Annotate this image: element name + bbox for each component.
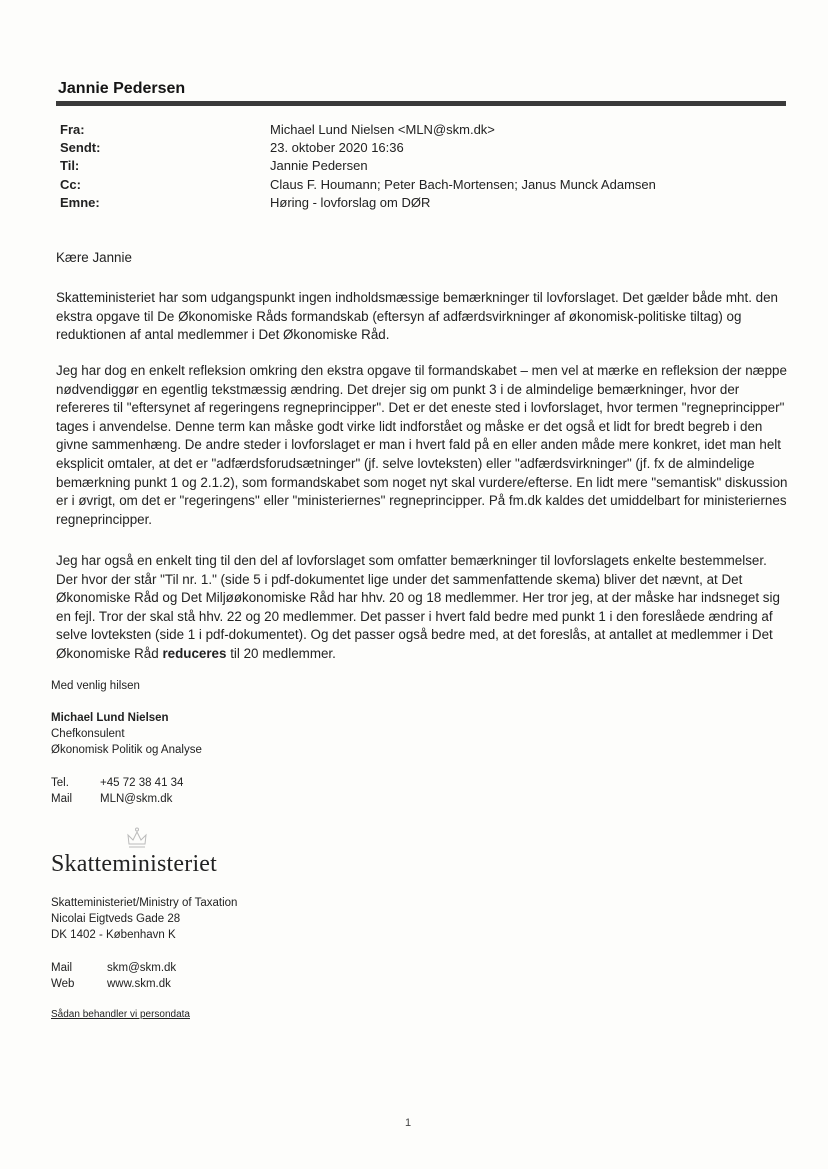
mail-value[interactable]: MLN@skm.dk — [100, 793, 173, 805]
sent-value: 23. oktober 2020 16:36 — [270, 140, 404, 155]
privacy-link[interactable]: Sådan behandler vi persondata — [51, 1009, 190, 1020]
to-label: Til: — [60, 158, 80, 173]
org-mail-value[interactable]: skm@skm.dk — [107, 962, 177, 974]
to-value: Jannie Pedersen — [270, 158, 368, 173]
paragraph-2: Jeg har dog en enkelt refleksion omkring den ekstra opgave til formandskabet – men vel at mærke en refleksion der næppe nødvendiggør en egentlig tekstmæssig ændring. Det drejer sig om punkt 3 i de almindelige bemærkninger, hvor der refereres til "eftersynet af regeringens regneprincipper". Det er det eneste sted i lovforslaget, hvor termen "regneprincipper" tages i anvendelse. Denne term kan måske godt virke lidt indforstået og måske er det også et lidt for bredt begreb i den givne sammenhæng. De andre steder i lovforslaget er man i hvert fald på en eller anden måde mere konkret, idet man helt eksplicit omtaler, at det er "adfærdsforudsætninger" (jf. selve lovteksten) eller "adfærdsvirkninger" (jf. fx de almindelige bemærkning punkt 1 og 2.1.2), som formandskabet som noget nyt skal vurdere/efterse. En lidt mere "semantisk" diskussion er i øvrigt, om det er "regeringens" eller "ministeriernes" regneprincipper. På fm.dk kaldes det umiddelbart for ministeriernes regneprincipper. — [56, 363, 788, 527]
web-row — [51, 976, 176, 992]
sender-name: Jannie Pedersen — [58, 80, 186, 97]
tel-label: Tel. — [51, 777, 69, 789]
tel-value[interactable]: +45 72 38 41 34 — [100, 777, 184, 789]
page-number: 1 — [405, 1117, 412, 1129]
org-name: Skatteministeriet/Ministry of Taxation — [51, 897, 238, 909]
from-value[interactable]: Michael Lund Nielsen <MLN@skm.dk> — [270, 122, 495, 137]
header-rule — [56, 101, 786, 106]
signature-title: Chefkonsulent — [51, 728, 125, 740]
address-block — [51, 895, 237, 943]
signature-department: Økonomisk Politik og Analyse — [51, 744, 202, 756]
mail-label: Mail — [51, 793, 73, 805]
sent-label: Sendt: — [60, 140, 101, 155]
cc-value: Claus F. Houmann; Peter Bach-Mortensen; Janus Munck Adamsen — [270, 177, 656, 192]
paragraph-3-end: til 20 medlemmer. — [226, 645, 336, 661]
paragraph-1: Skatteministeriet har som udgangspunkt ingen indholdsmæssige bemærkninger til lovforslaget. Det gælder både mht. den ekstra opgave til De Økonomiske Råds formandskab (eftersyn af adfærdsvirkninger af økonomisk-politiske tiltag) og reduktionen af antal medlemmer i Det Økonomiske Råd. — [56, 290, 778, 343]
paragraph-3-bold: reduceres — [162, 645, 227, 661]
contact-block — [51, 775, 183, 807]
signature-name: Michael Lund Nielsen — [51, 712, 169, 724]
subject-label: Emne: — [60, 195, 100, 210]
cc-label: Cc: — [60, 177, 81, 192]
signature-block — [51, 710, 202, 758]
org-mail-label: Mail — [51, 962, 73, 974]
tel-row — [51, 775, 183, 791]
paragraph-3-text: Jeg har også en enkelt ting til den del af lovforslaget som omfatter bemærkninger til lovforslagets enkelte bestemmelser. Der hvor der står "Til nr. 1." (side 5 i pdf-dokumentet lige under det sammenfattende skema) bliver det nævnt, at Det Økonomiske Råd og Det Miljøøkonomiske Råd har hhv. 20 og 18 medlemmer. Her tror jeg, at der måske har indsneget sig en fejl. Tror der skal stå hhv. 22 og 20 medlemmer. Det passer i hvert fald bedre med punkt 1 i den foreslåede ændring af selve lovteksten (side 1 i pdf-dokumentet). Og det passer også bedre med, at det foreslås, at antallet at medlemmer i Det Økonomiske Råd — [56, 553, 780, 661]
ministry-logo: Skatteministeriet — [51, 851, 218, 877]
signature-closing: Med venlig hilsen — [51, 680, 140, 692]
paragraph-3 — [56, 552, 788, 664]
org-mail-row — [51, 960, 176, 976]
subject-value: Høring - lovforslag om DØR — [270, 195, 431, 210]
from-label: Fra: — [60, 122, 85, 137]
org-street: Nicolai Eigtveds Gade 28 — [51, 913, 181, 925]
greeting: Kære Jannie — [56, 250, 132, 265]
web-label: Web — [51, 978, 75, 990]
org-city: DK 1402 - København K — [51, 929, 176, 941]
web-value[interactable]: www.skm.dk — [107, 978, 171, 990]
org-contact-block — [51, 960, 176, 992]
mail-row — [51, 791, 183, 807]
crown-icon — [124, 826, 150, 850]
